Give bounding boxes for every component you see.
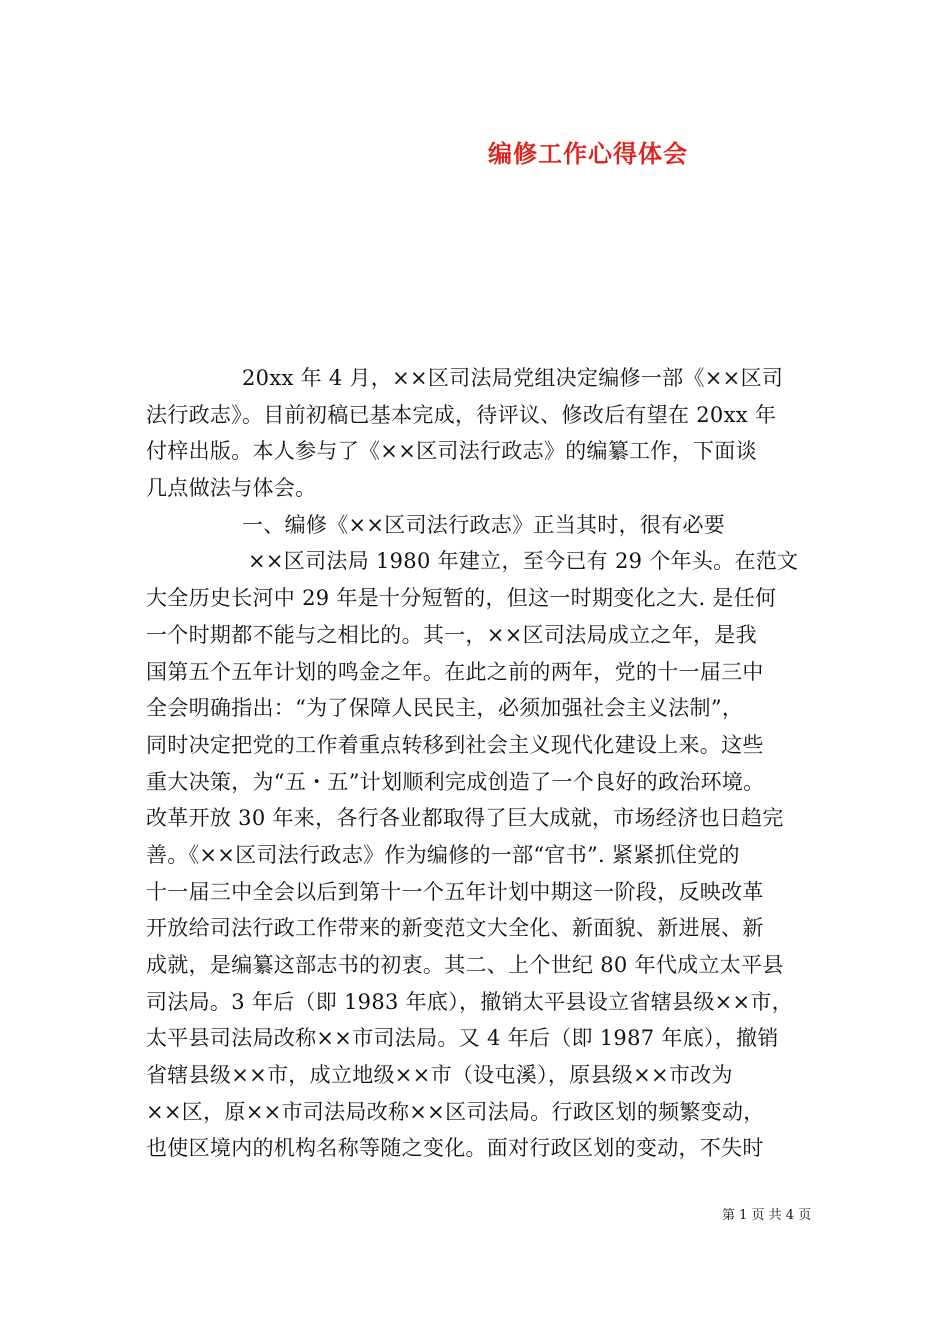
paragraph-line: 20xx 年 4 月，××区司法局党组决定编修一部《××区司 [242,366,784,390]
paragraph-line: ××区，原××市司法局改称××区司法局。行政区划的频繁变动， [146,1099,765,1124]
paragraph-line: 同时决定把党的工作着重点转移到社会主义现代化建设上来。这些 [146,732,764,757]
paragraph-line: 付梓出版。本人参与了《××区司法行政志》的编纂工作，下面谈 [146,439,757,464]
paragraph-line: 太平县司法局改称××市司法局。又 4 年后（即 1987 年底），撤销 [146,1026,779,1051]
paragraph-line: 几点做法与体会。 [146,476,317,501]
paragraph-line: 国第五个五年计划的鸣金之年。在此之前的两年，党的十一届三中 [146,659,764,684]
paragraph-line: 重大决策，为“五・五”计划顺利完成创造了一个良好的政治环境。 [146,769,765,794]
page-footer: 第 1 页 共 4 页 [722,1208,812,1223]
paragraph-line: 也使区境内的机构名称等随之变化。面对行政区划的变动，不失时 [146,1136,764,1161]
paragraph-line: 善。《××区司法行政志》作为编修的一部“官书”. 紧紧抓住党的 [146,842,740,867]
paragraph-line: ××区司法局 1980 年建立，至今已有 29 个年头。在范文 [248,549,799,574]
paragraph-line: 大全历史长河中 29 年是十分短暂的，但这一时期变化之大. 是任何 [146,586,777,611]
paragraph-line: 司法局。3 年后（即 1983 年底），撤销太平县设立省辖县级××市， [146,989,794,1014]
section-heading: 一、编修《××区司法行政志》正当其时，很有必要 [242,512,726,537]
paragraph-line: 省辖县级××市，成立地级××市（设屯溪），原县级××市改为 [146,1063,733,1088]
paragraph-line: 全会明确指出：“为了保障人民民主，必须加强社会主义法制”， [146,696,744,721]
paragraph-line: 改革开放 30 年来，各行各业都取得了巨大成就，市场经济也日趋完 [146,806,784,831]
paragraph-line: 法行政志》。目前初稿已基本完成，待评议、修改后有望在 20xx 年 [146,402,777,427]
paragraph-line: 开放给司法行政工作带来的新变范文大全化、新面貌、新进展、新 [146,916,764,941]
paragraph-line: 成就，是编纂这部志书的初衷。其二、上个世纪 80 年代成立太平县 [146,953,784,977]
paragraph-line: 一个时期都不能与之相比的。其一，××区司法局成立之年，是我 [146,622,757,647]
paragraph-line: 十一届三中全会以后到第十一个五年计划中期这一阶段，反映改革 [146,879,764,904]
body-text [146,360,830,1167]
page-title: 编修工作心得体会 [488,139,688,168]
